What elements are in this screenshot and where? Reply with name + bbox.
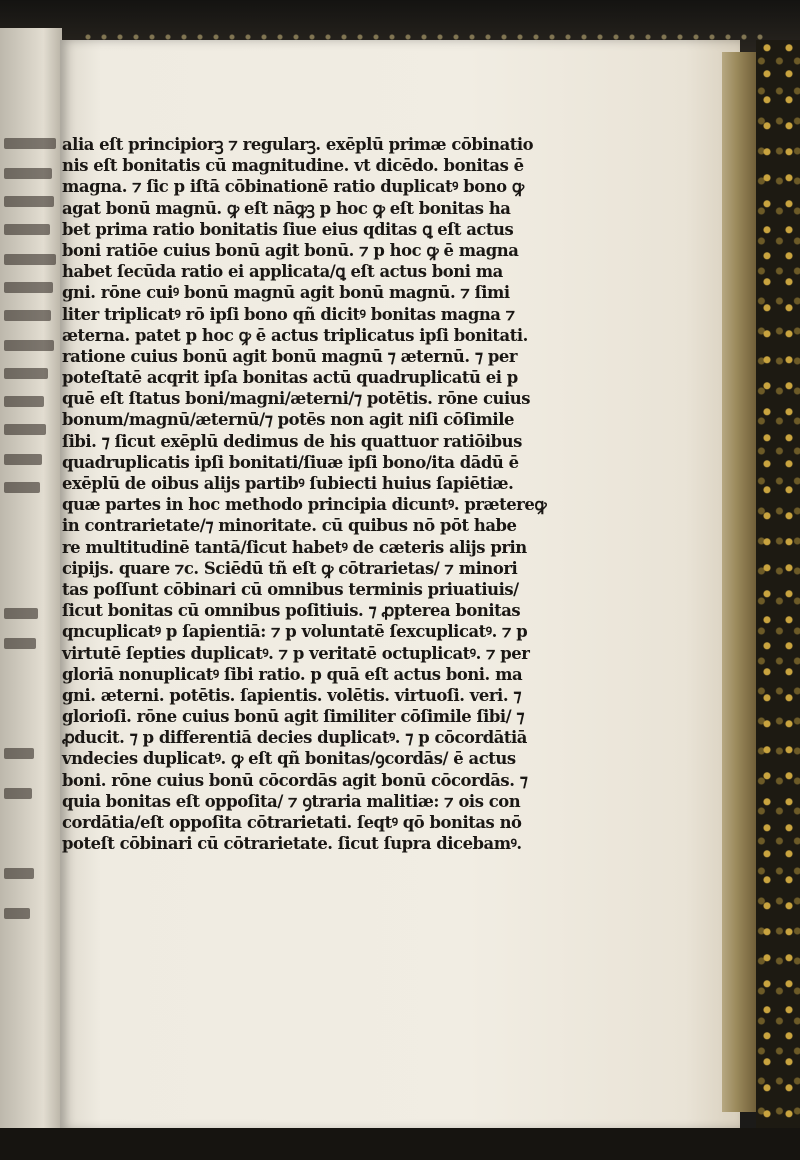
text-line: vndecies duplicatꝰ. ꝙ eſt qñ bonitas/ꝯcordās/ ē actus (62, 749, 516, 769)
text-line: ſibi. ⁊ ſicut exēplū dedimus de his quattuor ratiōibus (62, 431, 522, 451)
text-line: poteſtatē acqrit ipſa bonitas actū quadruplicatū ei p (62, 368, 518, 388)
text-line: cordātia/eſt oppoſita cōtrarietati. ſeqtꝰ qō bonitas nō (62, 813, 522, 832)
text-line: quē eſt ſtatus boni/magni/æterni/⁊ potētis. rōne cuius (62, 389, 531, 409)
text-line: re multitudinē tantā/ſicut habetꝰ de cæteris alijs prin (62, 537, 527, 557)
text-line: boni. rōne cuius bonū cōcordās agit bonū cōcordās. ⁊ (62, 770, 528, 790)
text-line: quæ partes in hoc methodo principia dicuntꝰ. prætereꝙ (62, 495, 547, 515)
text-line: magna. ⁊ ſic p iſtā cōbinationē ratio duplicatꝰ bono ꝙ (62, 177, 524, 197)
text-line: exēplū de oibus alijs partibꝰ ſubiecti huius ſapiētiæ. (62, 474, 514, 493)
dark-background-bottom (0, 1128, 800, 1160)
text-line: quadruplicatis ipſi bonitati/ſiuæ ipſi bono/ita dādū ē (62, 452, 519, 472)
book-binding-ornament (756, 40, 800, 1140)
text-line: liter triplicatꝰ rō ipſi bono qñ dicitꝰ bonitas magna ⁊ (62, 304, 515, 324)
text-line: in contrarietate/⁊ minoritate. cū quibus nō pōt habe (62, 516, 517, 536)
text-line: bonum/magnū/æternū/⁊ potēs non agit niſi cōſimile (62, 410, 514, 430)
text-line: cipijs. quare ⁊c. Sciēdū tñ eſt ꝙ cōtrarietas/ ⁊ minori (62, 558, 518, 578)
text-line: ſicut bonitas cū omnibus poſitiuis. ⁊ ꝓpterea bonitas (62, 601, 521, 621)
decorative-border-top (80, 30, 770, 44)
text-line: boni ratiōe cuius bonū agit bonū. ⁊ p hoc ꝙ ē magna (62, 240, 519, 260)
page-gutter (722, 52, 758, 1112)
text-line: habet ſecūda ratio ei applicata/ꝗ eſt actus boni ma (62, 262, 503, 282)
text-column (62, 134, 582, 854)
text-line: nis eſt bonitatis cū magnitudine. vt dicēdo. bonitas ē (62, 156, 524, 176)
text-line: quia bonitas eſt oppoſita/ ⁊ ꝯtraria malitiæ: ⁊ ois con (62, 791, 521, 811)
text-line: tas poſſunt cōbinari cū omnibus terminis priuatiuis/ (62, 579, 519, 599)
text-line: ratione cuius bonū agit bonū magnū ⁊ æternū. ⁊ per (62, 346, 518, 366)
facing-page-edge (0, 28, 62, 1128)
text-line: alia eſt principiorꝫ ⁊ regularꝫ. exēplū primæ cōbinatio (62, 135, 534, 154)
text-line: agat bonū magnū. ꝙ eſt nāꝙꝫ p hoc ꝙ eſt bonitas ha (62, 198, 511, 218)
text-line: gni. æterni. potētis. ſapientis. volētis. virtuoſi. veri. ⁊ (62, 685, 522, 705)
text-line: glorioſi. rōne cuius bonū agit ſimiliter cōſimile ſibi/ ⁊ (62, 707, 525, 727)
text-line: qncuplicatꝰ p ſapientiā: ⁊ p voluntatē ſexcuplicatꝰ. ⁊ p (62, 622, 528, 642)
text-line: gloriā nonuplicatꝰ ſibi ratio. p quā eſt actus boni. ma (62, 664, 523, 684)
text-line: ꝓducit. ⁊ p differentiā decies duplicatꝰ. ⁊ p cōcordātiā (62, 728, 527, 748)
text-line: poteſt cōbinari cū cōtrarietate. ſicut ſupra dicebamꝰ. (62, 834, 522, 854)
text-line: gni. rōne cuiꝰ bonū magnū agit bonū magnū. ⁊ ſimi (62, 283, 510, 303)
text-line: æterna. patet p hoc ꝙ ē actus triplicatus ipſi bonitati. (62, 325, 528, 345)
text-line: virtutē ſepties duplicatꝰ. ⁊ p veritatē octuplicatꝰ. ⁊ per (62, 643, 530, 663)
text-line: bet prima ratio bonitatis ſiue eius qditas ꝗ eſt actus (62, 219, 514, 239)
